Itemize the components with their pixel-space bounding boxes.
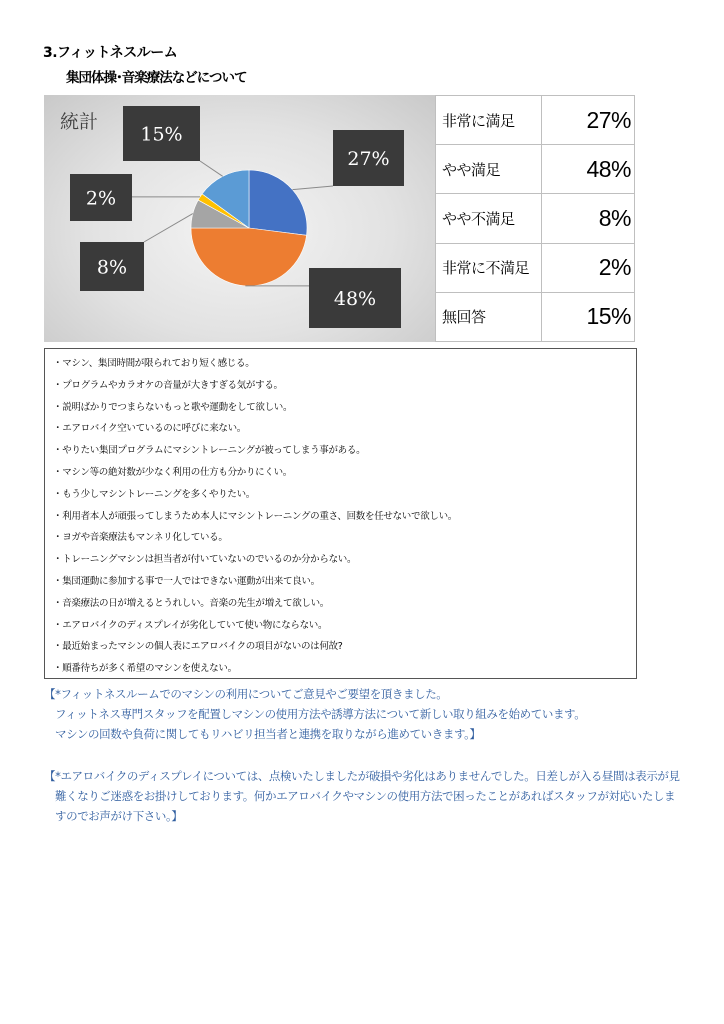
table-row [436,292,635,341]
comment-item: ・ヨガや音楽療法もマンネリ化している。 [53,532,228,544]
leader-line [293,186,333,190]
comment-item: ・説明ばかりでつまらないもっと歌や運動をして欲しい。 [53,401,293,413]
comment-item: ・音楽療法の日が増えるとうれしい。音楽の先生が増えて欲しい。 [53,597,330,609]
reply-line: 【*フィットネスルームでのマシンの利用についてご意見やご要望を頂きました。 [44,687,448,701]
table-category: 非常に不満足 [436,243,542,292]
data-label: 8% [96,256,128,279]
comment-item: ・やりたい集団プログラムにマシントレーニングが被ってしまう事がある。 [53,445,366,457]
table-row [436,194,635,243]
reply-line: すのでお声がけ下さい。】 [55,809,183,823]
pie-slice [191,228,307,286]
comment-item: ・マシン等の絶対数が少なく利用の仕方も分かりにくい。 [53,466,292,478]
comment-item: ・トレーニングマシンは担当者が付いていないのでいるのか分からない。 [53,554,357,566]
stats-table [435,95,635,342]
pie-chart [44,95,435,342]
reply-block-display [44,766,694,826]
leader-line [200,161,223,176]
reply-block-machines [44,684,694,744]
reply-line: 【*エアロバイクのディスプレイについては、点検いたしましたが破損や劣化はありませんでした。日差しが入る昼間は表示が見 [44,769,680,783]
table-category: 無回答 [436,292,542,341]
reply-line: マシンの回数や負荷に関してもリハビリ担当者と連携を取りながら進めていきます。】 [55,727,481,741]
leader-line [144,214,193,242]
comments-box [44,348,637,679]
table-category: やや満足 [436,145,542,194]
table-row [436,243,635,292]
comment-item: ・もう少しマシントレーニングを多くやりたい。 [53,488,255,500]
comment-item: ・最近始まったマシンの個人表にエアロバイクの項目がないのは何故? [53,641,343,653]
data-label: 15% [140,123,183,146]
reply-line: フィットネス専門スタッフを配置しマシンの使用方法や誘導方法について新しい取り組みを始めています。 [55,707,586,721]
table-percent: 27% [542,96,635,145]
data-label: 48% [333,288,377,310]
section-title: 3.フィットネスルーム [43,45,178,61]
table-percent: 48% [542,145,635,194]
table-category: やや不満足 [436,194,542,243]
reply-line: 難くなりご迷惑をお掛けしております。何かエアロバイクやマシンの使用方法で困ったことがあればスタッフが対応いたしま [55,789,676,803]
comment-item: ・プログラムやカラオケの音量が大きすぎる気がする。 [53,379,283,391]
section-subtitle: 集団体操･音楽療法などについて [66,70,247,86]
table-row [436,145,635,194]
comment-item: ・利用者本人が頑張ってしまうため本人にマシントレーニングの重さ、回数を任せないで欲しい。 [53,510,457,522]
table-percent: 2% [542,243,635,292]
comment-item: ・エアロバイクのディスプレイが劣化していて使い物にならない。 [53,619,328,631]
comment-item: ・順番待ちが多く希望のマシンを使えない。 [53,663,237,675]
table-row [436,96,635,145]
chart-title: 統計 [60,111,99,133]
comment-item: ・集団運動に参加する事で一人ではできない運動が出来て良い。 [53,575,320,587]
table-percent: 8% [542,194,635,243]
data-label: 2% [85,187,117,210]
data-label: 27% [347,148,390,170]
comment-item: ・エアロバイク空いているのに呼びに来ない。 [53,423,247,435]
comment-item: ・マシン、集団時間が限られており短く感じる。 [53,358,255,369]
table-category: 非常に満足 [436,96,542,145]
pie-slice [249,170,307,235]
table-percent: 15% [542,292,635,341]
